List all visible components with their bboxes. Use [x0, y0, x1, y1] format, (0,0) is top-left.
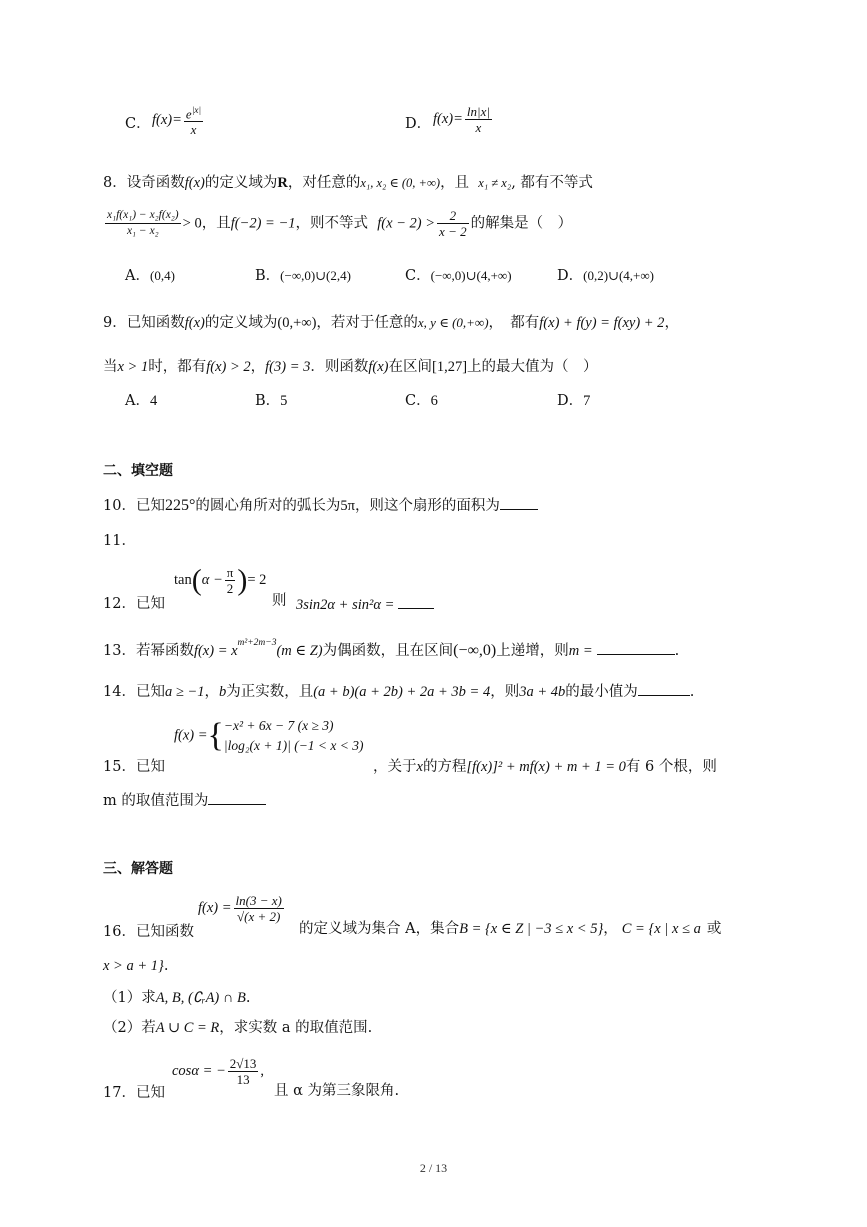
q7-option-c — [125, 113, 151, 135]
q16-part2 — [103, 1017, 372, 1039]
math-eq: [f(x)]² + mf(x) + m + 1 = 0 — [466, 759, 626, 775]
fraction — [225, 565, 236, 596]
text: 为正实数，且 — [226, 684, 314, 700]
option-value: 6 — [430, 393, 438, 409]
option-value: (0,4) — [149, 268, 175, 283]
section-heading: 三、解答题 — [103, 861, 173, 877]
q16-part1 — [103, 987, 250, 1009]
q9-option-c — [405, 390, 438, 412]
math-b: b — [218, 684, 227, 700]
option-label: B． — [255, 268, 281, 284]
math-domain: (0,+∞) — [277, 315, 317, 331]
q9-option-a — [125, 390, 157, 412]
math-angle: 225° — [164, 497, 196, 514]
text: , — [260, 1062, 265, 1079]
q7-option-c-formula — [152, 104, 205, 137]
option-value: 7 — [583, 393, 591, 409]
question-number: 17．已知 — [103, 1085, 165, 1101]
math-tan: tan — [174, 571, 192, 588]
text: ，若对于任意的 — [316, 315, 418, 331]
fraction — [234, 893, 284, 924]
piece-case-2: |log₂(x + 1)| (−1 < x < 3) — [223, 738, 364, 753]
q13-line — [103, 636, 679, 662]
q15-line1-rest — [373, 756, 717, 778]
text: ， — [204, 684, 219, 700]
text: ，则这个扇形的面积为 — [354, 498, 500, 514]
math-rhs: = 2 — [247, 571, 267, 588]
text: ， 都有 — [488, 315, 540, 331]
denominator: x — [190, 122, 197, 138]
numerator: 2√13 — [229, 1056, 257, 1071]
numerator: x₁f(x₁) − x₂f(x₂) — [105, 208, 181, 224]
text: ，求实数 a 的取值范围. — [219, 1020, 373, 1036]
question-number: 16．已知函数 — [103, 924, 194, 940]
math-lhs: cosα = − — [172, 1062, 226, 1079]
q17-label — [103, 1082, 165, 1104]
text: ．则函数 — [310, 359, 369, 375]
q8-option-d — [557, 265, 654, 287]
q11-line — [103, 530, 136, 552]
q12-label — [103, 593, 165, 615]
question-number: 12．已知 — [103, 596, 165, 612]
q15-line2 — [103, 789, 266, 812]
math-interval: [1,27] — [432, 359, 468, 375]
part-label: （2）若 — [103, 1020, 156, 1036]
math-eq: f(x) + f(y) = f(xy) + 2 — [539, 315, 665, 331]
math-neq: x₁ ≠ x₂ — [478, 176, 512, 190]
option-label: D． — [405, 116, 432, 132]
numerator: ln(3 − x) — [235, 893, 282, 908]
q12-then — [272, 590, 287, 612]
text: 的定义域为集合 A，集合 — [299, 921, 460, 937]
answer-blank[interactable] — [208, 789, 266, 805]
option-value: (−∞,0)∪(2,4) — [280, 268, 351, 283]
option-label: A． — [125, 268, 150, 284]
q7-option-d-formula — [433, 104, 494, 135]
q8-line1 — [103, 172, 593, 194]
text: 的定义域为 — [204, 175, 278, 191]
math-R: R — [277, 175, 288, 191]
text: 的解集是（ ） — [470, 215, 573, 232]
text: . — [674, 642, 680, 659]
text: ，且 — [440, 175, 470, 191]
part-label: （1）求 — [103, 990, 156, 1006]
math-set-C: C = {x | x ≤ a — [621, 921, 701, 937]
q8-option-b — [255, 265, 351, 287]
math-cond: (m ∈ Z) — [276, 642, 323, 659]
question-number: 14．已知 — [103, 684, 165, 700]
question-number: 15．已知 — [103, 759, 165, 775]
question-number: 9．已知函数 — [103, 315, 185, 331]
text: . — [689, 684, 695, 700]
math-expr: A, B, (∁ᵣA) ∩ B — [155, 990, 246, 1006]
math-interval: (−∞,0) — [453, 641, 497, 659]
option-label: D． — [557, 393, 584, 409]
math-alpha: α − — [201, 571, 223, 588]
math-cond: f(x) > 2 — [206, 359, 251, 375]
q14-line — [103, 680, 694, 703]
page-number: 2 / 13 — [419, 1161, 448, 1175]
math-set-C-cont: x > a + 1} — [103, 958, 164, 974]
q7-option-d — [405, 113, 431, 135]
math-fx: f(x) = — [174, 727, 208, 744]
text: 则 — [272, 593, 287, 609]
math-xy: x, y ∈ (0,+∞) — [417, 315, 489, 330]
text: 有 6 个根，则 — [625, 759, 717, 775]
math-fx: f(x) — [184, 315, 205, 331]
text: ， — [603, 921, 618, 937]
q12-expr — [296, 593, 434, 616]
text: m 的取值范围为 — [103, 793, 209, 809]
math-x: x — [416, 759, 423, 775]
math-eq: (a + b)(a + 2b) + 2a + 3b = 4 — [313, 684, 491, 700]
question-number: 8．设奇函数 — [103, 175, 185, 191]
text: ，且 — [201, 215, 231, 232]
q12-formula — [174, 565, 266, 596]
text: 的圆心角所对的弧长为 — [195, 498, 341, 514]
text: ， — [250, 359, 266, 375]
math-cond: f(3) = 3 — [265, 359, 311, 375]
q8-option-c — [405, 265, 512, 287]
brace: { — [207, 717, 224, 754]
math-fx: f(x) — [184, 175, 205, 191]
text: 上递增，则 — [496, 642, 569, 659]
denominator: x — [475, 120, 482, 135]
option-value: (−∞,0)∪(4,+∞) — [430, 268, 512, 283]
text: 或 — [706, 921, 722, 937]
question-number: 13．若幂函数 — [103, 642, 194, 659]
q9-option-b — [255, 390, 287, 412]
math-cond: x > 1 — [117, 359, 149, 375]
math-fx: f(x) — [368, 359, 389, 375]
math-rhs: > 0 — [182, 215, 202, 232]
math-expr: A ∪ C = R — [155, 1020, 220, 1036]
option-label: C． — [125, 116, 151, 132]
answer-blank[interactable] — [638, 680, 690, 696]
denominator: 2 — [226, 581, 234, 596]
text: 当 — [103, 359, 118, 375]
math-arc: 5π — [340, 498, 355, 514]
math-cond: f(−2) = −1 — [230, 215, 296, 232]
math-domain: x₁, x₂ ∈ (0, +∞) — [360, 176, 441, 190]
numerator: e — [185, 106, 192, 122]
q15-piecewise — [174, 716, 364, 756]
fraction — [105, 208, 181, 239]
formula-lhs: f(x)= — [152, 112, 182, 128]
section-heading: 二、填空题 — [103, 463, 173, 479]
math-target: 3a + 4b — [519, 684, 566, 700]
q16-label — [103, 921, 194, 943]
math-fx: f(x) = — [198, 899, 232, 916]
text: 的方程 — [422, 759, 467, 775]
math-set-B: B = {x ∈ Z | −3 ≤ x < 5} — [459, 921, 604, 937]
q16-line1-rest — [299, 918, 721, 940]
math-exponent: m²+2m−3 — [237, 638, 277, 648]
q15-label — [103, 756, 165, 778]
q9-option-d — [557, 390, 590, 412]
option-label: D． — [557, 268, 584, 284]
option-label: A． — [125, 393, 150, 409]
text: ， — [664, 315, 679, 331]
text: . — [163, 958, 169, 974]
q9-line1 — [103, 312, 679, 334]
answer-blank[interactable] — [597, 639, 675, 655]
answer-blank[interactable] — [500, 494, 538, 510]
text: 的最小值为 — [565, 684, 638, 700]
paren-right: ) — [237, 563, 248, 597]
option-label: C． — [405, 268, 431, 284]
q17-formula — [172, 1056, 264, 1087]
denominator: √(x + 2) — [237, 909, 281, 924]
denominator: x − 2 — [439, 224, 467, 239]
math-lhs: f(x − 2) > — [377, 215, 436, 232]
numerator: 2 — [437, 208, 469, 224]
text: 上的最大值为（ ） — [467, 359, 598, 375]
q9-line2 — [103, 356, 598, 378]
option-label: B． — [255, 393, 281, 409]
fraction — [184, 104, 203, 137]
text: ，则 — [490, 684, 520, 700]
option-label: C． — [405, 393, 431, 409]
denominator: 13 — [236, 1072, 250, 1087]
fraction — [437, 208, 469, 239]
piece-case-1: −x² + 6x − 7 (x ≥ 3) — [223, 718, 334, 733]
math-cond: a ≥ −1 — [164, 684, 205, 700]
text: 为偶函数，且在区间 — [322, 642, 454, 659]
text: , 都有不等式 — [511, 175, 593, 191]
option-value: 5 — [280, 393, 288, 409]
paren-left: ( — [191, 563, 202, 597]
q16-line2 — [103, 955, 168, 977]
answer-blank[interactable] — [398, 593, 434, 609]
q8-option-a — [125, 265, 175, 287]
math-m: m = — [568, 642, 593, 659]
piecewise-cases — [224, 716, 364, 756]
numerator: ln|x| — [466, 104, 490, 119]
text: ，对任意的 — [287, 175, 361, 191]
text: 且 α 为第三象限角. — [274, 1083, 400, 1099]
fraction — [465, 104, 492, 135]
text: . — [245, 990, 251, 1006]
q8-line2 — [103, 208, 572, 239]
text: ，则不等式 — [295, 215, 368, 232]
text: 的定义域为 — [204, 315, 278, 331]
q16-formula — [198, 893, 286, 924]
q17-rest — [274, 1080, 399, 1102]
math-fx: f(x) = x — [193, 642, 238, 659]
denominator: x₁ − x₂ — [126, 225, 159, 237]
numerator: π — [226, 565, 234, 580]
exponent: |x| — [191, 106, 202, 116]
option-value: 4 — [149, 393, 158, 409]
question-number: 10．已知 — [103, 498, 165, 514]
text: ，关于 — [373, 759, 417, 775]
question-number: 11． — [103, 533, 136, 549]
math-expr: 3sin2α + sin²α = — [296, 597, 395, 613]
text: 时，都有 — [148, 359, 207, 375]
text: 在区间 — [388, 359, 432, 375]
fraction — [228, 1056, 259, 1087]
formula-lhs: f(x)= — [433, 110, 463, 127]
option-value: (0,2)∪(4,+∞) — [583, 268, 654, 283]
q10-line — [103, 494, 538, 517]
